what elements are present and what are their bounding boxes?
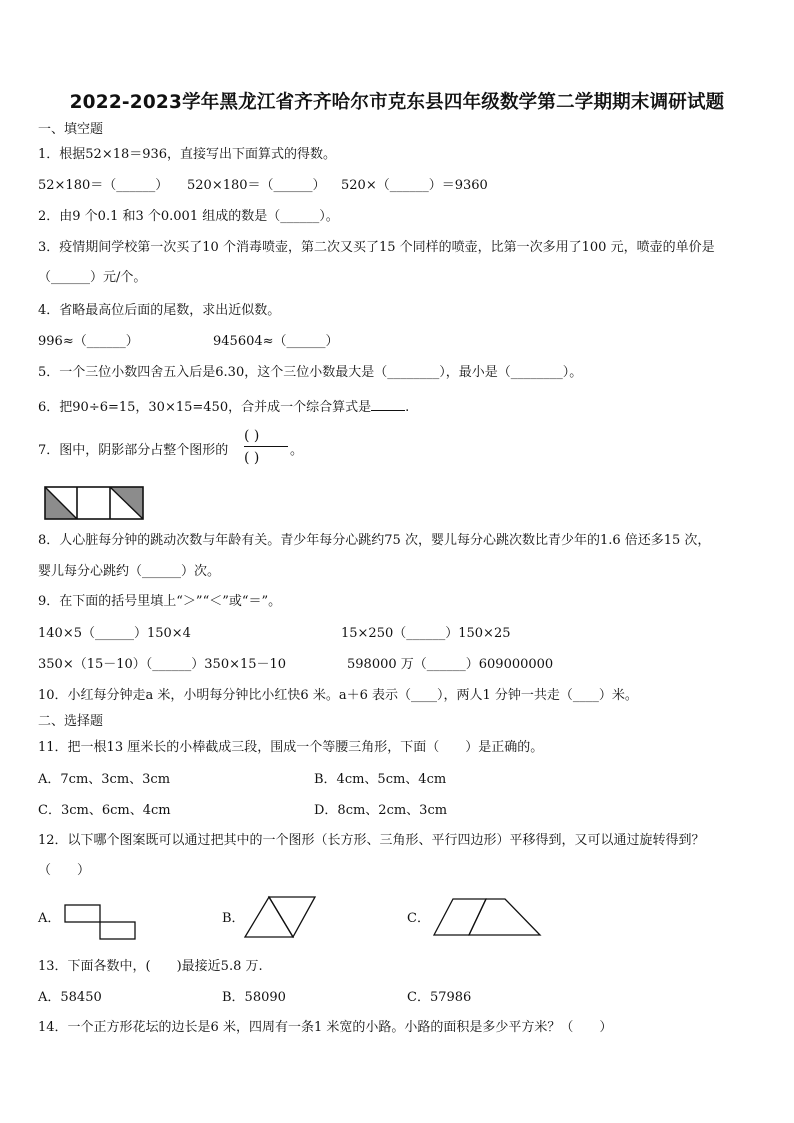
q12-line1: 12．以下哪个图案既可以通过把其中的一个图形（长方形、三角形、平行四边形）平移得到，又可以通过旋转得到？ (38, 833, 705, 848)
q1-stem: 1．根据52×18＝936，直接写出下面算式的得数。 (38, 147, 337, 162)
q7-end: 。 (290, 443, 304, 458)
q12-line2: （ ） (38, 863, 91, 878)
q3-line1: 3．疫情期间学校第一次买了10 个消毒喷壶，第二次又买了15 个同样的喷壶，比第一次多用了100 元，喷壶的单价是 (38, 240, 715, 255)
q13-option-a: A．58450 (38, 990, 102, 1005)
q13-stem: 13．下面各数中，( )最接近5.8 万. (38, 959, 263, 974)
q11-option-c: C．3cm、6cm、4cm (38, 803, 171, 818)
q13-option-b: B．58090 (222, 990, 286, 1005)
q12-option-a-label: A． (38, 911, 61, 926)
q9-part-b: 15×250（______）150×25 (341, 626, 511, 641)
q9-part-a: 140×5（______）150×4 (38, 626, 191, 641)
q7-text: 7．图中，阴影部分占整个图形的 (38, 443, 229, 458)
q8-line1: 8．人心脏每分钟的跳动次数与年龄有关。青少年每分心跳约75 次，婴儿每分心跳次数比青少年的1.6 倍还多15 次， (38, 533, 711, 548)
q2-text: 2．由9 个0.1 和3 个0.001 组成的数是（______）。 (38, 209, 339, 224)
q7-denominator: ( ) (244, 450, 260, 466)
q1-part-b: 520×180＝（______） (187, 178, 326, 193)
q11-option-b: B．4cm、5cm、4cm (314, 772, 447, 787)
q4-part-b: 945604≈（______） (213, 334, 339, 349)
q12-option-b-figure (244, 896, 316, 938)
section-choice-heading: 二、选择题 (38, 714, 104, 729)
q12-option-b-label: B． (222, 911, 245, 926)
q10-text: 10．小红每分钟走a 米，小明每分钟比小红快6 米。a＋6 表示（____），两人1 分钟一共走（____）米。 (38, 688, 638, 703)
q9-stem: 9．在下面的括号里填上“＞”“＜”或“＝”。 (38, 594, 282, 609)
q11-option-d: D．8cm、2cm、3cm (314, 803, 448, 818)
q7-shaded-figure (44, 486, 144, 520)
section-fill-heading: 一、填空题 (38, 122, 104, 137)
q12-option-c-label: C． (407, 911, 430, 926)
q6-end: . (405, 400, 410, 415)
q14-text: 14．一个正方形花坛的边长是6 米，四周有一条1 米宽的小路。小路的面积是多少平方米？（ ） (38, 1020, 613, 1035)
q11-stem: 11．把一根13 厘米长的小棒截成三段，围成一个等腰三角形，下面（ ）是正确的。 (38, 740, 544, 755)
q5-text: 5．一个三位小数四舍五入后是6.30，这个三位小数最大是（________），最小是（________）。 (38, 365, 583, 380)
q8-line2: 婴儿每分心跳约（______）次。 (38, 564, 221, 579)
q11-option-a: A．7cm、3cm、3cm (38, 772, 171, 787)
q6-text (38, 396, 409, 417)
q12-option-c-figure (433, 898, 541, 936)
q9-part-d: 598000 万（______）609000000 (347, 657, 554, 672)
q6-stem: 6．把90÷6=15，30×15=450，合并成一个综合算式是 (38, 400, 372, 415)
q9-part-c: 350×（15－10）（______）350×15－10 (38, 657, 287, 672)
fraction-bar (244, 446, 288, 447)
q1-part-a: 52×180＝（______） (38, 178, 169, 193)
q12-option-a-figure (64, 904, 136, 940)
q1-part-c: 520×（______）＝9360 (341, 178, 488, 193)
q6-answer-blank (371, 396, 405, 411)
page-title: 2022-2023学年黑龙江省齐齐哈尔市克东县四年级数学第二学期期末调研试题 (69, 92, 725, 113)
q7-numerator: ( ) (244, 428, 260, 444)
q13-option-c: C．57986 (407, 990, 472, 1005)
q3-line2: （______）元/个。 (38, 270, 147, 285)
q4-part-a: 996≈（______） (38, 334, 139, 349)
q4-stem: 4．省略最高位后面的尾数，求出近似数。 (38, 303, 281, 318)
